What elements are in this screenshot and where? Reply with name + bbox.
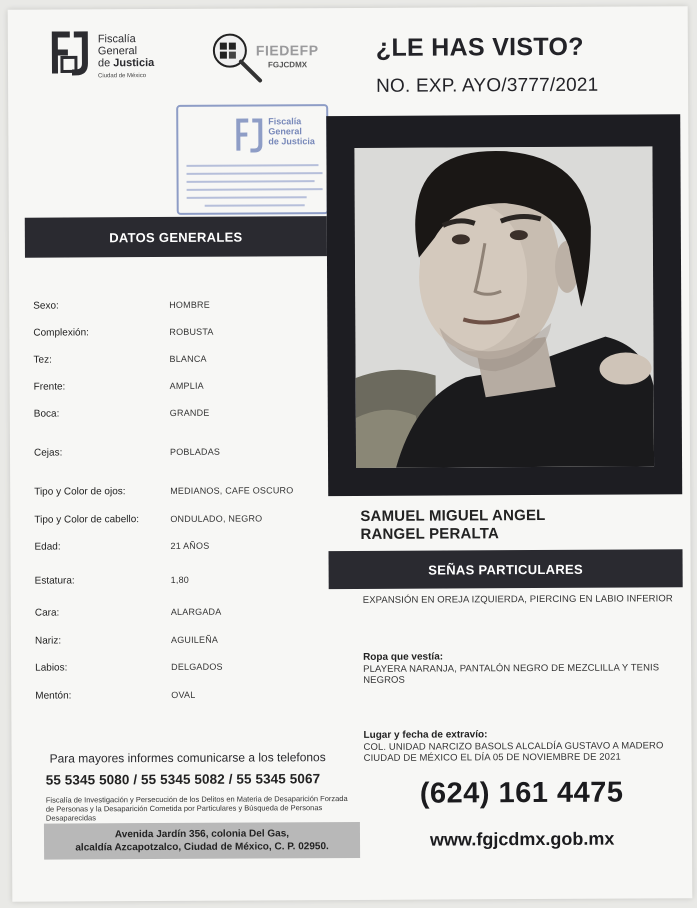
person-name-line1: SAMUEL MIGUEL ANGEL <box>360 506 546 525</box>
datos-row <box>34 540 324 558</box>
stamp-title-line1: Fiscalía <box>268 116 302 127</box>
datos-row <box>34 485 324 503</box>
fgj-logo-line1: Fiscalía <box>97 33 136 46</box>
fgj-logo-text <box>98 33 154 69</box>
datos-value: ROBUSTA <box>169 326 214 337</box>
fgj-logo-line3-bold: Justicia <box>113 57 155 70</box>
fgj-logo-line3-prefix: de <box>97 57 111 70</box>
fgj-logo-subtitle: Ciudad de México <box>98 73 147 80</box>
fiedefp-logo-subtitle: FGJCDMX <box>267 60 308 70</box>
contact-intro: Para mayores informes comunicarse a los telefonos <box>49 750 326 766</box>
datos-row <box>35 574 325 592</box>
datos-label: Boca: <box>33 408 60 420</box>
datos-value: ONDULADO, NEGRO <box>170 513 263 524</box>
datos-label: Mentón: <box>35 690 72 702</box>
datos-value: 1,80 <box>170 574 190 585</box>
datos-row <box>35 689 325 707</box>
datos-row <box>35 634 325 652</box>
address-line2: alcaldía Azcapotzalco, Ciudad de México, C. P. 02950. <box>75 841 329 854</box>
datos-row <box>34 380 324 398</box>
lugar-fecha-label: Lugar y fecha de extravío: <box>363 729 488 741</box>
missing-person-poster <box>8 6 693 902</box>
fiedefp-logo <box>208 28 338 89</box>
stamp-text-line <box>187 172 323 175</box>
poster-headline: ¿LE HAS VISTO? <box>375 32 584 62</box>
datos-value: GRANDE <box>169 407 210 418</box>
datos-row <box>33 326 323 344</box>
datos-row <box>33 299 323 317</box>
datos-value: AGUILEÑA <box>170 634 219 645</box>
portrait-illustration <box>354 146 654 468</box>
fgj-logo-line2: General <box>97 45 138 58</box>
senas-particulares-text: EXPANSIÓN EN OREJA IZQUIERDA, PIERCING EN LABIO INFERIOR <box>362 593 673 606</box>
stamp-text-line <box>205 204 305 207</box>
datos-row <box>35 661 325 679</box>
datos-label: Sexo: <box>33 300 59 312</box>
datos-label: Estatura: <box>34 575 75 587</box>
datos-value: OVAL <box>171 689 196 700</box>
datos-label: Cara: <box>34 607 60 619</box>
datos-row <box>34 513 324 531</box>
address-line1: Avenida Jardín 356, colonia Del Gas, <box>114 828 290 841</box>
datos-value: DELGADOS <box>171 661 223 672</box>
datos-label: Labios: <box>35 662 68 674</box>
datos-label: Cejas: <box>33 447 63 459</box>
datos-generales-list <box>33 286 323 702</box>
datos-value: AMPLIA <box>169 380 204 391</box>
website-url: www.fgjcdmx.gob.mx <box>429 828 615 850</box>
stamp-text-line <box>187 188 323 191</box>
stamp-text-line <box>187 196 307 199</box>
datos-row <box>33 353 323 371</box>
datos-label: Tipo y Color de ojos: <box>34 486 126 498</box>
official-stamp <box>176 104 329 215</box>
datos-label: Frente: <box>33 381 66 393</box>
datos-value: POBLADAS <box>169 446 221 457</box>
datos-label: Tez: <box>33 354 52 366</box>
datos-generales-header: DATOS GENERALES <box>25 216 327 258</box>
missing-person-photo <box>354 146 654 468</box>
case-number: NO. EXP. AYO/3777/2021 <box>376 74 599 97</box>
datos-label: Edad: <box>34 541 61 553</box>
datos-row <box>34 446 324 464</box>
datos-value: MEDIANOS, CAFE OSCURO <box>170 485 294 496</box>
datos-value: ALARGADA <box>170 606 222 617</box>
fgj-logo <box>48 27 178 88</box>
stamp-title-line3: de Justicia <box>268 136 315 147</box>
stamp-text-line <box>187 180 315 183</box>
lugar-fecha-text: COL. UNIDAD NARCIZO BASOLS ALCALDÍA GUSTAVO A MADERO CIUDAD DE MÉXICO EL DÍA 05 DE NOVIEMBRE DE 2021 <box>363 740 664 764</box>
fiedefp-logo-name: FIEDEFP <box>255 42 319 59</box>
ropa-text: PLAYERA NARANJA, PANTALÓN NEGRO DE MEZCLILLA Y TENIS NEGROS <box>363 662 660 686</box>
person-name-line2: RANGEL PERALTA <box>360 525 500 543</box>
senas-particulares-header: SEÑAS PARTICULARES <box>329 549 683 589</box>
stamp-text-line <box>186 164 318 167</box>
datos-label: Nariz: <box>34 635 62 647</box>
contact-phones: 55 5345 5080 / 55 5345 5082 / 55 5345 5067 <box>45 771 321 788</box>
address-box <box>44 822 360 860</box>
datos-label: Tipo y Color de cabello: <box>34 514 140 526</box>
stamp-title-line2: General <box>268 126 302 137</box>
stamp-emblem-icon <box>234 116 264 156</box>
datos-label: Complexión: <box>33 327 89 339</box>
stamp-title <box>268 116 315 146</box>
datos-value: 21 AÑOS <box>170 540 210 551</box>
person-name <box>360 507 545 544</box>
datos-value: HOMBRE <box>169 299 210 310</box>
fiscalia-note: Fiscalía de Investigación y Persecución de los Delitos en Materia de Desaparición Forzada de Personas y la Desaparición Cometida por Particulares y Búsqueda de Personas Desaparecidas <box>45 794 348 823</box>
main-phone-number: (624) 161 4475 <box>419 776 624 810</box>
datos-row <box>35 606 325 624</box>
datos-row <box>34 407 324 425</box>
ropa-label: Ropa que vestía: <box>363 651 444 663</box>
fgj-emblem-icon <box>48 27 92 79</box>
datos-value: BLANCA <box>169 353 207 364</box>
